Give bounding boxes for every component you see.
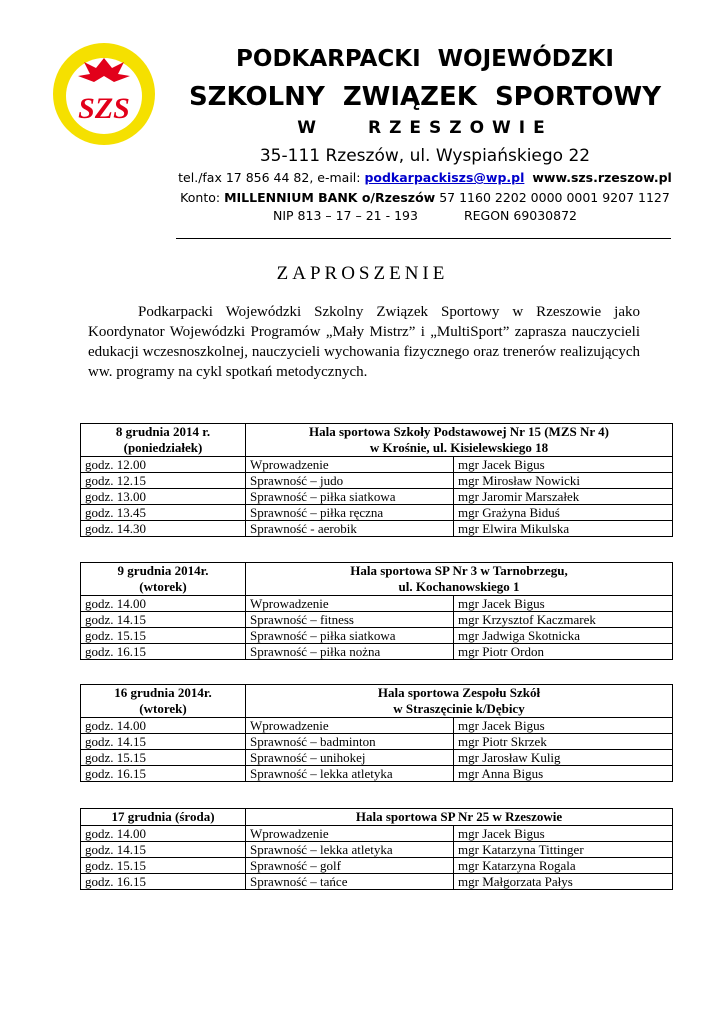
person-cell: mgr Mirosław Nowicki	[454, 473, 673, 489]
person-cell: mgr Małgorzata Pałys	[454, 874, 673, 890]
day-text: (wtorek)	[139, 579, 187, 594]
schedule-table-1	[80, 423, 673, 537]
time-cell: godz. 13.00	[81, 489, 246, 505]
website-text: www.szs.rzeszow.pl	[532, 170, 672, 185]
table-row	[81, 612, 673, 628]
org-city	[170, 118, 680, 138]
table-row	[81, 826, 673, 842]
table-row	[81, 505, 673, 521]
account-number: 57 1160 2202 0000 0001 9207 1127	[435, 190, 670, 205]
person-cell: mgr Jacek Bigus	[454, 826, 673, 842]
time-cell: godz. 14.15	[81, 842, 246, 858]
topic-cell: Sprawność – golf	[246, 858, 454, 874]
venue-text: Hala sportowa Zespołu Szkół	[377, 685, 541, 700]
topic-cell: Wprowadzenie	[246, 596, 454, 612]
topic-cell: Wprowadzenie	[246, 826, 454, 842]
table-row	[81, 858, 673, 874]
table-row	[81, 596, 673, 612]
topic-cell: Wprowadzenie	[246, 457, 454, 473]
time-cell: godz. 12.00	[81, 457, 246, 473]
table-row	[81, 766, 673, 782]
time-cell: godz. 16.15	[81, 766, 246, 782]
schedule-table-3	[80, 684, 673, 782]
org-city-w: W	[297, 118, 324, 138]
schedule-table-2	[80, 562, 673, 660]
date-text: 9 grudnia 2014r.	[117, 563, 209, 578]
table-row	[81, 473, 673, 489]
venue-text: Hala sportowa SP Nr 3 w Tarnobrzegu,	[350, 563, 568, 578]
table-header	[81, 563, 673, 596]
logo-text: SZS	[78, 92, 130, 125]
org-address: 35-111 Rzeszów, ul. Wyspiańskiego 22	[259, 146, 591, 166]
topic-cell: Sprawność – piłka siatkowa	[246, 628, 454, 644]
topic-cell: Sprawność – lekka atletyka	[246, 842, 454, 858]
date-cell: 17 grudnia (środa)	[81, 809, 246, 826]
time-cell: godz. 16.15	[81, 874, 246, 890]
topic-cell: Sprawność – fitness	[246, 612, 454, 628]
header-divider	[176, 238, 671, 239]
table-row	[81, 874, 673, 890]
email-link[interactable]: podkarpackiszs@wp.pl	[364, 170, 525, 185]
time-cell: godz. 16.15	[81, 644, 246, 660]
person-cell: mgr Jacek Bigus	[454, 596, 673, 612]
person-cell: mgr Katarzyna Rogala	[454, 858, 673, 874]
org-contact	[170, 170, 680, 185]
topic-cell: Sprawność – piłka nożna	[246, 644, 454, 660]
person-cell: mgr Jarosław Kulig	[454, 750, 673, 766]
contact-prefix: tel./fax 17 856 44 82, e-mail:	[178, 170, 365, 185]
time-cell: godz. 14.15	[81, 734, 246, 750]
person-cell: mgr Anna Bigus	[454, 766, 673, 782]
time-cell: godz. 14.00	[81, 596, 246, 612]
time-cell: godz. 14.00	[81, 718, 246, 734]
table-row	[81, 457, 673, 473]
topic-cell: Sprawność – piłka ręczna	[246, 505, 454, 521]
person-cell: mgr Piotr Skrzek	[454, 734, 673, 750]
venue-address-text: ul. Kochanowskiego 1	[398, 579, 520, 594]
date-cell	[81, 563, 246, 596]
org-bank	[170, 190, 680, 205]
time-cell: godz. 15.15	[81, 858, 246, 874]
time-cell: godz. 12.15	[81, 473, 246, 489]
venue-cell	[246, 685, 673, 718]
org-name-line2: SZKOLNY ZWIĄZEK SPORTOWY	[188, 82, 662, 112]
intro-paragraph: Podkarpacki Wojewódzki Szkolny Związek Sportowy w Rzeszowie jako Koordynator Wojewódzki Programów „Mały Mistrz” i „MultiSport” zaprasza nauczycieli edukacji wczesnoszkolnej, nauczycieli wychowania fizycznego oraz trenerów realizujących ww. programy na cykl spotkań metodycznych.	[88, 304, 640, 380]
venue-address-text: w Krośnie, ul. Kisielewskiego 18	[369, 440, 549, 455]
topic-cell: Sprawność – judo	[246, 473, 454, 489]
schedule-table-4	[80, 808, 673, 890]
topic-cell: Sprawność – badminton	[246, 734, 454, 750]
date-text: 8 grudnia 2014 r.	[115, 424, 211, 439]
day-text: (wtorek)	[139, 701, 187, 716]
table-row	[81, 750, 673, 766]
time-cell: godz. 15.15	[81, 628, 246, 644]
time-cell: godz. 14.15	[81, 612, 246, 628]
topic-cell: Sprawność – piłka siatkowa	[246, 489, 454, 505]
time-cell: godz. 13.45	[81, 505, 246, 521]
org-name-line1: PODKARPACKI WOJEWÓDZKI	[236, 46, 614, 72]
venue-cell	[246, 563, 673, 596]
date-cell	[81, 685, 246, 718]
person-cell: mgr Piotr Ordon	[454, 644, 673, 660]
table-row	[81, 521, 673, 537]
time-cell: godz. 15.15	[81, 750, 246, 766]
topic-cell: Sprawność – lekka atletyka	[246, 766, 454, 782]
page-title: ZAPROSZENIE	[276, 263, 449, 284]
nip: NIP 813 – 17 – 21 - 193	[273, 208, 418, 223]
table-row	[81, 734, 673, 750]
topic-cell: Wprowadzenie	[246, 718, 454, 734]
bank-name: MILLENNIUM BANK o/Rzeszów	[224, 190, 436, 205]
topic-cell: Sprawność – tańce	[246, 874, 454, 890]
topic-cell: Sprawność – unihokej	[246, 750, 454, 766]
topic-cell: Sprawność - aerobik	[246, 521, 454, 537]
person-cell: mgr Jaromir Marszałek	[454, 489, 673, 505]
table-header	[81, 809, 673, 826]
date-text: 16 grudnia 2014r.	[114, 685, 212, 700]
table-row	[81, 628, 673, 644]
venue-address-text: w Straszęcinie k/Dębicy	[393, 701, 525, 716]
table-header	[81, 685, 673, 718]
person-cell: mgr Krzysztof Kaczmarek	[454, 612, 673, 628]
table-header	[81, 424, 673, 457]
person-cell: mgr Grażyna Biduś	[454, 505, 673, 521]
person-cell: mgr Elwira Mikulska	[454, 521, 673, 537]
person-cell: mgr Jadwiga Skotnicka	[454, 628, 673, 644]
venue-text: Hala sportowa Szkoły Podstawowej Nr 15 (MZS Nr 4)	[309, 424, 609, 439]
venue-cell	[246, 424, 673, 457]
table-row	[81, 489, 673, 505]
regon: REGON 69030872	[463, 208, 577, 223]
venue-cell: Hala sportowa SP Nr 25 w Rzeszowie	[246, 809, 673, 826]
person-cell: mgr Katarzyna Tittinger	[454, 842, 673, 858]
person-cell: mgr Jacek Bigus	[454, 457, 673, 473]
table-row	[81, 644, 673, 660]
table-row	[81, 718, 673, 734]
szs-logo	[52, 42, 156, 146]
day-text: (poniedziałek)	[123, 440, 203, 455]
date-cell	[81, 424, 246, 457]
org-ids	[170, 208, 680, 223]
table-row	[81, 842, 673, 858]
time-cell: godz. 14.00	[81, 826, 246, 842]
org-city-name: RZESZOWIE	[368, 118, 553, 138]
konto-prefix: Konto:	[180, 190, 225, 205]
time-cell: godz. 14.30	[81, 521, 246, 537]
person-cell: mgr Jacek Bigus	[454, 718, 673, 734]
